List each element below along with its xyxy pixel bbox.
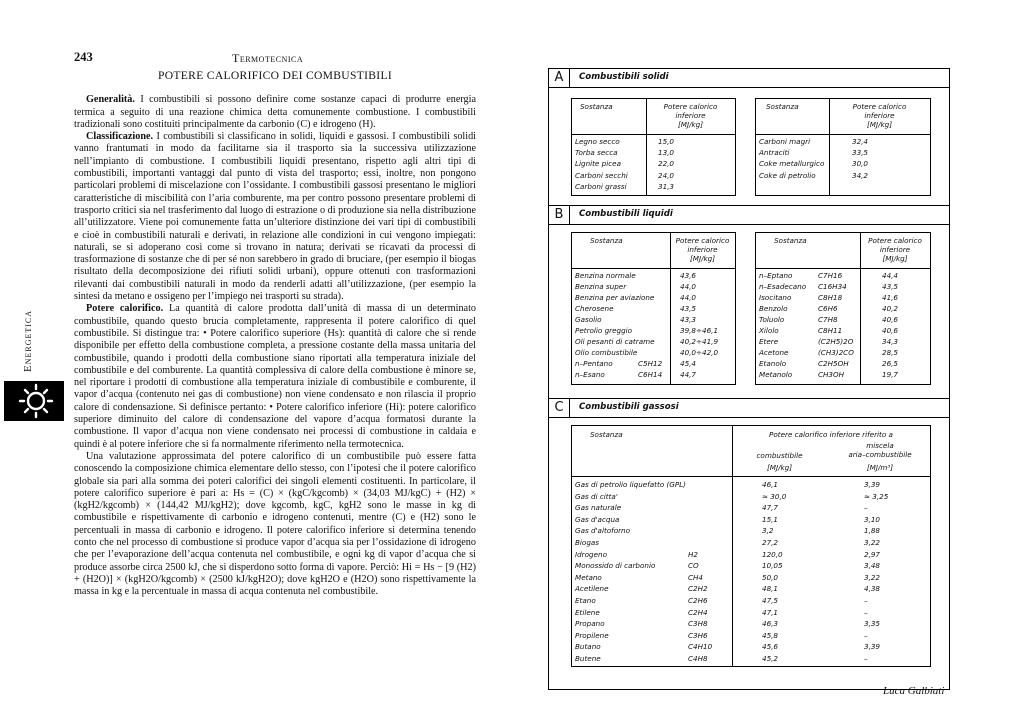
table-cell: 44,0 bbox=[680, 282, 697, 291]
table-cell: C2H5OH bbox=[818, 359, 849, 368]
table-cell: 19,7 bbox=[882, 370, 899, 379]
table-cell: 43,5 bbox=[882, 282, 899, 291]
table-cell-name: Metanolo bbox=[759, 370, 793, 379]
table-cell: C6H14 bbox=[638, 370, 663, 379]
table-cell-name: Benzina super bbox=[575, 282, 627, 291]
table-cell: 40,6 bbox=[882, 315, 899, 324]
table-cell: 39,8÷46,1 bbox=[680, 326, 719, 335]
table-cell-name: Oli pesanti di catrame bbox=[575, 337, 655, 346]
table-cell-name: Torba secca bbox=[575, 148, 618, 158]
table-cell-name: Butano bbox=[575, 642, 601, 652]
paragraph-classificazione bbox=[74, 131, 476, 303]
table-cell-name: Benzina per aviazione bbox=[575, 293, 655, 302]
table-cell-name: Xilolo bbox=[759, 326, 779, 335]
col-header-combustibile: combustibile bbox=[756, 451, 803, 460]
sun-icon bbox=[4, 381, 64, 421]
table-cell: – bbox=[864, 630, 868, 640]
table-cell: 45,2 bbox=[762, 654, 779, 663]
table-cell-name: Etanolo bbox=[759, 359, 787, 368]
table-cell: ≈ 30,0 bbox=[762, 491, 787, 501]
col-header-unit-kg: [MJ/kg] bbox=[766, 463, 793, 472]
table-cell: – bbox=[864, 596, 868, 605]
table-cell-name: Coke metallurgico bbox=[759, 159, 825, 169]
table-cell-name: Acetone bbox=[759, 348, 789, 357]
section-c-header bbox=[549, 398, 949, 418]
table-cell: C2H4 bbox=[688, 607, 708, 617]
page-number: 243 bbox=[74, 50, 93, 64]
table-cell-name: Lignite picea bbox=[575, 159, 621, 169]
col-header-unit: [MJ/kg] bbox=[866, 120, 893, 129]
table-cell: 50,0 bbox=[762, 572, 779, 582]
paragraph-text: La quantità di calore prodotta dall’unità di massa di un determinato combustibile, quando questo brucia completamente, rappresenta il potere calorifico di quel combustibile. Si distingue tra: • Potere calorifico superiore (Hs): quantità di calore che si rende disponibile per effetto della combustione completa, a pressione costante della massa unitaria del combustibile, quando i prodotti della combustione siano riportati alla temperatura iniziale del combustibile e del comburente. La quantità complessiva di calore della combustione è minore se, nel riportare i prodotti di combustione alla temperatura iniziale di combustibile e comburente, il vapor d’acqua (contenuto nei gas di combustione) non viene condensato e non rilascia il proprio calore di condensazione. Si definisce pertanto: • Potere calorifico inferiore (Hi): potere calorifico superiore diminuito del calore di condensazione del vapore d’acqua formatosi durante la combustione. Il vapor d’acqua non viene condensato nei processi di combustione in caldaia e quindi è al potere inferiore che si fa normalmente riferimento nella termotecnica. bbox=[74, 303, 476, 450]
liquid-fuels-table-right bbox=[755, 232, 931, 385]
table-cell-name: Butene bbox=[575, 654, 601, 663]
table-cell: 43,5 bbox=[680, 304, 697, 313]
table-cell: C3H8 bbox=[688, 619, 708, 629]
paragraph-potere-calorifico bbox=[74, 303, 476, 451]
table-cell-value: 24,0 bbox=[658, 170, 675, 180]
table-cell-name: n–Eptano bbox=[759, 271, 793, 280]
table-cell: 40,6 bbox=[882, 326, 899, 335]
liquid-fuels-table-left bbox=[571, 232, 736, 385]
table-cell: 43,3 bbox=[680, 315, 697, 324]
table-cell-name: Idrogeno bbox=[575, 549, 607, 559]
table-cell: 44,4 bbox=[882, 271, 899, 280]
col-header-potere: Potere calorico bbox=[868, 236, 922, 245]
section-letter: C bbox=[549, 399, 570, 417]
table-cell-name: Gas naturale bbox=[575, 503, 622, 513]
table-cell: C4H10 bbox=[688, 642, 713, 652]
table-cell-name: Olio combustibile bbox=[575, 348, 638, 357]
table-cell: 47,5 bbox=[762, 596, 779, 605]
paragraph-generalita bbox=[74, 94, 476, 131]
table-cell: 1,88 bbox=[864, 526, 881, 536]
paragraph-heading: Potere calorifico. bbox=[86, 303, 164, 315]
table-cell: 2,97 bbox=[864, 549, 881, 559]
table-cell-value: 34,2 bbox=[852, 170, 869, 180]
table-cell-name: Gas di citta' bbox=[575, 491, 618, 501]
table-cell: 46,3 bbox=[762, 619, 779, 629]
table-cell-name: Carboni secchi bbox=[575, 170, 628, 180]
table-cell: CH3OH bbox=[818, 370, 845, 379]
table-cell: 41,6 bbox=[882, 293, 899, 302]
paragraph-heading: Generalità. bbox=[86, 94, 135, 106]
table-cell: 3,39 bbox=[864, 642, 881, 652]
table-cell: 45,8 bbox=[762, 630, 779, 640]
table-cell: 45,4 bbox=[680, 359, 697, 368]
table-cell: 3,35 bbox=[864, 619, 881, 629]
paragraph-heading: Classificazione. bbox=[86, 131, 154, 143]
table-cell: 40,2÷41,9 bbox=[680, 337, 719, 346]
table-cell: – bbox=[864, 503, 868, 513]
table-cell-name: Antraciti bbox=[759, 148, 790, 158]
running-header: Termotecnica bbox=[232, 51, 304, 65]
table-cell: C2H6 bbox=[688, 596, 708, 605]
solid-fuels-table-left bbox=[571, 98, 736, 196]
table-cell-name: Legno secco bbox=[575, 137, 620, 146]
table-cell-value: 22,0 bbox=[658, 159, 675, 169]
col-header-potere: Potere calorico bbox=[852, 102, 907, 111]
table-cell: 34,3 bbox=[882, 337, 899, 346]
col-header-unit-m3: [MJ/m³] bbox=[866, 463, 894, 472]
table-cell: C8H18 bbox=[818, 293, 843, 302]
table-cell: CH4 bbox=[688, 572, 703, 582]
article-body bbox=[74, 70, 476, 598]
table-cell: 3,22 bbox=[864, 572, 881, 582]
author-credit: Luca Galbiati bbox=[883, 685, 945, 697]
paragraph-text: I combustibili si classificano in solidi, liquidi e gassosi. I combustibili solidi vanno frantumati in modo da facilitarne sia il trasporto sia la successiva utilizzazione nell’impianto di combustione. I combustibili liquidi presentano, rispetto agli altri tipi di combustibili, importanti vantaggi dal punto di vista del trasporto; essi, inoltre, non pongono particolari problemi di miscelazione con l’ossidante. I combustibili gassosi presentano le migliori caratteristiche di miscibilità con l’aria comburente, ma per contro possono presentare problemi di trasporto critici sia nel trasferimento dal luogo di estrazione o di produzione sia nella distribuzione all’utilizzatore. Viene poi comunemente fatta un’ulteriore distinzione dei vari tipi di combustibili e cioè in combustibili naturali e derivati, in relazione alle condizioni in cui vengono impiegati: naturali, se si adoperano così come si trovano in natura; derivati se ricavati da processi di trasformazione di sostanze che di per sé non sarebbero in grado di bruciare, (per esempio il biogas risultato della decomposizione dei rifiuti solidi urbani), oppure ottenuti con trasformazioni rilevanti dai combustibili naturali in modo da renderli adatti all’utilizzazione, (per esempio la sintesi da metano e ossigeno per l’impiego nei trasporti su strada). bbox=[74, 131, 476, 303]
table-cell: 43,6 bbox=[680, 271, 697, 280]
table-cell-name: Gas di petrolio liquefatto (GPL) bbox=[575, 480, 686, 489]
col-header-inferiore: inferiore bbox=[864, 111, 895, 120]
paragraph-text: I combustibili si possono definire come sostanze capaci di produrre energia termica a seguito di una reazione chimica detta comunemente combustione. I combustibili tradizionali sono costituiti principalmente da carbonio (C) e idrogeno (H). bbox=[74, 94, 476, 130]
table-cell-name: Coke di petrolio bbox=[759, 170, 816, 180]
col-header-aria-combustibile: aria–combustibile bbox=[848, 450, 912, 459]
table-cell-name: Etere bbox=[759, 337, 779, 346]
table-cell: 3,48 bbox=[864, 561, 881, 571]
table-cell: H2 bbox=[688, 549, 698, 559]
table-cell: 40,0÷42,0 bbox=[680, 348, 719, 357]
table-cell-name: Metano bbox=[575, 572, 602, 582]
table-cell-name: Gas d'altoforno bbox=[575, 526, 630, 536]
col-header-sostanza: Sostanza bbox=[580, 102, 613, 111]
table-cell-name: Benzina normale bbox=[575, 271, 636, 280]
table-cell: 28,5 bbox=[882, 348, 899, 357]
table-cell: 44,7 bbox=[680, 370, 697, 379]
table-cell-name: Etano bbox=[575, 596, 596, 605]
table-cell: 45,6 bbox=[762, 642, 779, 652]
col-header-inferiore: inferiore bbox=[675, 111, 706, 120]
col-header-unit: [MJ/kg] bbox=[882, 254, 908, 263]
table-cell: C7H16 bbox=[818, 271, 843, 280]
table-cell-name: n–Esadecano bbox=[759, 282, 807, 291]
section-letter: B bbox=[549, 206, 570, 224]
col-header-potere: Potere calorifico inferiore riferito a bbox=[769, 430, 893, 439]
table-cell-value: 32,4 bbox=[852, 137, 869, 146]
table-cell-name: Isocitano bbox=[759, 293, 792, 302]
col-header-miscela: miscela bbox=[866, 441, 894, 450]
paragraph-valutazione: Una valutazione approssimata del potere calorifico di un combustibile può essere fatta conoscendo la composizione chimica elementare dello stesso, con l’ipotesi che il potere calorifico globale sia pari alla somma dei poteri calorifici dei singoli elementi costituenti. In particolare, il potere calorifico superiore è pari a: Hs = (C) × (kgC/kgcomb) × (34,03 MJ/kgC) + (H2) × (kgH2/kgcomb) × (144,42 MJ/kgH2); dove kgcomb, kgC, kgH2 sono le masse in kg di combustibile e rispettivamente di carbonio e idrogeno contenuti, mentre (C) e (H2) sono le percentuali in massa di carbonio e idrogeno. Il potere calorifico inferiore si determina tenendo conto che nel processo di combustione si produce vapor d’acqua sia per l’ossidazione di idrogeno che per l’evaporazione dell’acqua contenuta nel combustibile, e ogni kg di vapor d’acqua che si produce assorbe circa 2500 kJ, che si disperdono sotto forma di vapore. Perciò: Hi = Hs − [9 (H2) + (H2O)] × (kgH2O/kgcomb) × (2500 kJ/kgH2O); dove kgH2O e (H2O) sono rispettivamente la massa in kg e la percentuale in massa di acqua contenuta nel combustibile. bbox=[74, 450, 476, 598]
table-cell: CO bbox=[688, 561, 699, 571]
table-cell-name: n–Pentano bbox=[575, 359, 613, 368]
col-header-sostanza: Sostanza bbox=[774, 236, 807, 245]
table-cell: ≈ 3,25 bbox=[864, 491, 889, 501]
table-cell-name: n–Esano bbox=[575, 370, 605, 379]
table-cell: 46,1 bbox=[762, 480, 779, 489]
table-cell-name: Carboni magri bbox=[759, 137, 811, 146]
table-cell-value: 13,0 bbox=[658, 148, 675, 158]
col-header-inferiore: inferiore bbox=[879, 245, 911, 254]
fuel-tables-panel bbox=[548, 68, 950, 690]
table-cell: C16H34 bbox=[818, 282, 847, 291]
table-cell: C8H11 bbox=[818, 326, 843, 335]
table-cell-value: 30,0 bbox=[852, 159, 869, 169]
section-title: Combustibili solidi bbox=[579, 72, 669, 82]
table-cell: C4H8 bbox=[688, 654, 708, 663]
table-cell-value: 31,3 bbox=[658, 181, 675, 191]
table-cell-name: Petrolio greggio bbox=[575, 326, 633, 335]
table-cell-name: Propilene bbox=[575, 630, 609, 640]
table-cell-name: Gasolio bbox=[575, 315, 602, 324]
table-cell: 3,39 bbox=[864, 480, 881, 489]
table-cell-name: Biogas bbox=[575, 538, 600, 547]
table-cell: 4,38 bbox=[864, 584, 881, 594]
col-header-potere: Potere calorico bbox=[663, 102, 718, 111]
col-header-unit: [MJ/kg] bbox=[677, 120, 704, 129]
section-letter: A bbox=[549, 69, 570, 87]
table-cell: 3,10 bbox=[864, 514, 881, 524]
table-cell-name: Etilene bbox=[575, 607, 600, 617]
solid-fuels-table-right bbox=[755, 98, 931, 196]
table-cell: – bbox=[864, 654, 868, 663]
table-cell: C3H6 bbox=[688, 630, 708, 640]
col-header-potere: Potere calorico bbox=[675, 236, 730, 245]
article-title: POTERE CALORIFICO DEI COMBUSTIBILI bbox=[157, 69, 393, 82]
table-cell-name: Benzolo bbox=[759, 304, 788, 313]
section-title: Combustibili liquidi bbox=[579, 209, 673, 219]
table-cell: C2H2 bbox=[688, 584, 708, 594]
table-cell-name: Monossido di carbonio bbox=[575, 561, 656, 571]
table-cell-name: Propano bbox=[575, 619, 605, 629]
col-header-unit: [MJ/kg] bbox=[689, 254, 716, 263]
table-cell: 44,0 bbox=[680, 293, 697, 302]
table-cell: 120,0 bbox=[762, 549, 783, 559]
table-cell: 47,7 bbox=[762, 503, 779, 513]
table-cell: 47,1 bbox=[762, 607, 779, 617]
table-cell: – bbox=[864, 607, 868, 617]
table-cell-value: 15,0 bbox=[658, 137, 675, 146]
table-cell: 27,2 bbox=[762, 538, 779, 547]
table-cell-value: 33,5 bbox=[852, 148, 869, 158]
table-cell: 40,2 bbox=[882, 304, 899, 313]
table-cell-name: Cherosene bbox=[575, 304, 614, 313]
table-cell-name: Toluolo bbox=[759, 315, 785, 324]
col-header-sostanza: Sostanza bbox=[766, 102, 799, 111]
table-cell-name: Gas d'acqua bbox=[575, 514, 620, 524]
section-title: Combustibili gassosi bbox=[579, 402, 679, 412]
table-cell: 15,1 bbox=[762, 514, 779, 524]
col-header-inferiore: inferiore bbox=[687, 245, 718, 254]
table-cell: 3,2 bbox=[762, 526, 774, 536]
table-cell: 10,05 bbox=[762, 561, 783, 571]
gas-fuels-table bbox=[571, 425, 931, 667]
table-cell: C6H6 bbox=[818, 304, 838, 313]
table-cell-name: Carboni grassi bbox=[575, 181, 627, 191]
col-header-sostanza: Sostanza bbox=[590, 430, 623, 439]
table-cell: C5H12 bbox=[638, 359, 663, 368]
table-cell: 26,5 bbox=[882, 359, 899, 368]
section-side-label: Energetica bbox=[22, 309, 34, 372]
table-cell-name: Acetilene bbox=[575, 584, 609, 594]
table-cell: 3,22 bbox=[864, 538, 881, 547]
col-header-sostanza: Sostanza bbox=[590, 236, 623, 245]
table-cell: (CH3)2CO bbox=[818, 348, 854, 357]
table-cell: (C2H5)2O bbox=[818, 337, 854, 346]
section-a-header bbox=[549, 69, 949, 88]
table-cell: C7H8 bbox=[818, 315, 838, 324]
section-b-header bbox=[549, 205, 949, 225]
table-cell: 48,1 bbox=[762, 584, 779, 594]
